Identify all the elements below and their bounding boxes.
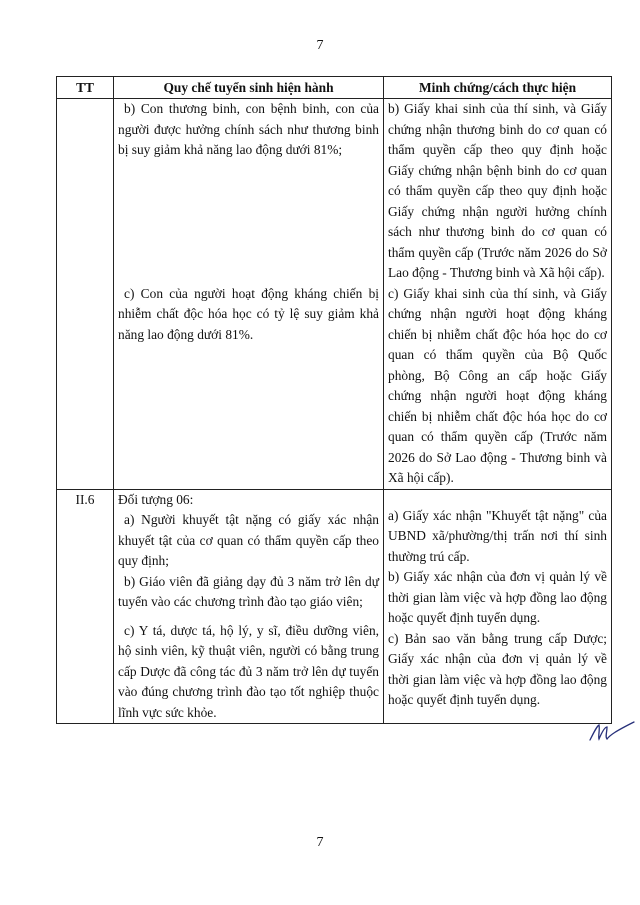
row-number: [57, 99, 114, 490]
evidence-cell: [384, 489, 612, 724]
regulation-cell: [114, 99, 384, 490]
regulation-item-c: c) Con của người hoạt động kháng chiến bị nhiễm chất độc hóa học có tỷ lệ suy giảm khả năng lao động dưới 81%.: [118, 285, 379, 342]
table-header-row: [57, 77, 612, 99]
spacer: [118, 613, 379, 621]
header-regulation: Quy chế tuyển sinh hiện hành: [114, 77, 384, 99]
evidence-cell: [384, 99, 612, 490]
table-row: [57, 489, 612, 724]
page-number-bottom: 7: [316, 835, 324, 850]
evidence-item-c: c) Bản sao văn bằng trung cấp Dược; Giấy xác nhận của đơn vị quản lý về thời gian làm việc và hợp đồng lao động hoặc quyết định tuyển dụng.: [388, 630, 607, 707]
header-tt: TT: [57, 77, 114, 99]
regulation-item-b: b) Con thương binh, con bệnh binh, con của người được hưởng chính sách như thương binh bị suy giảm khả năng lao động dưới 81%;: [118, 101, 379, 157]
spacer: [388, 490, 607, 506]
signature-icon: [588, 718, 636, 744]
spacer: [118, 161, 379, 284]
evidence-item-b: b) Giấy xác nhận của đơn vị quản lý về thời gian làm việc và hợp đồng lao động hoặc quyết định tuyển dụng.: [388, 569, 607, 625]
regulation-table: [56, 76, 612, 724]
regulation-item-a: a) Người khuyết tật nặng có giấy xác nhận khuyết tật của cơ quan có thẩm quyền cấp theo quy định;: [118, 512, 379, 568]
row-number: II.6: [57, 489, 114, 724]
regulation-item-b: b) Giáo viên đã giảng dạy đủ 3 năm trở lên dự tuyển vào các chương trình đào tạo giáo viên;: [118, 573, 379, 609]
evidence-item-b: b) Giấy khai sinh của thí sinh, và Giấy chứng nhận thương binh do cơ quan có thẩm quyền cấp theo quy định hoặc Giấy chứng nhận bệnh binh do cơ quan có thẩm quyền cấp theo quy định hoặc Giấy chứng nhận người hưởng chính sách như thương binh do cơ quan có thẩm quyền cấp (Trước năm 2026 do Sở Lao động - Thương binh và Xã hội cấp).: [388, 101, 607, 280]
evidence-item-a: a) Giấy xác nhận "Khuyết tật nặng" của UBND xã/phường/thị trấn nơi thí sinh thường trú cấp.: [388, 507, 607, 564]
page-number-top: 7: [316, 38, 324, 53]
regulation-item-c: c) Y tá, dược tá, hộ lý, y sĩ, điều dưỡng viên, hộ sinh viên, kỹ thuật viên, người có bằng trung cấp Dược đã công tác đủ 3 năm trở lên dự tuyển vào đúng chương trình đào tạo tốt nghiệp thuộc lĩnh vực sức khỏe.: [118, 622, 379, 720]
header-evidence: Minh chứng/cách thực hiện: [384, 77, 612, 99]
table-row: [57, 99, 612, 490]
regulation-title: Đối tượng 06:: [118, 491, 194, 507]
regulation-cell: [114, 489, 384, 724]
evidence-item-c: c) Giấy khai sinh của thí sinh, và Giấy chứng nhận người hoạt động kháng chiến bị nhiễm chất độc hóa học do cơ quan có thẩm quyền của Bộ Quốc phòng, Bộ Công an cấp hoặc Giấy chứng nhận người hoạt động kháng chiến bị nhiễm chất độc hóa học do cơ quan có thẩm quyền cấp (Trước năm 2026 do Sở Lao động - Thương binh và Xã hội cấp).: [388, 285, 607, 485]
